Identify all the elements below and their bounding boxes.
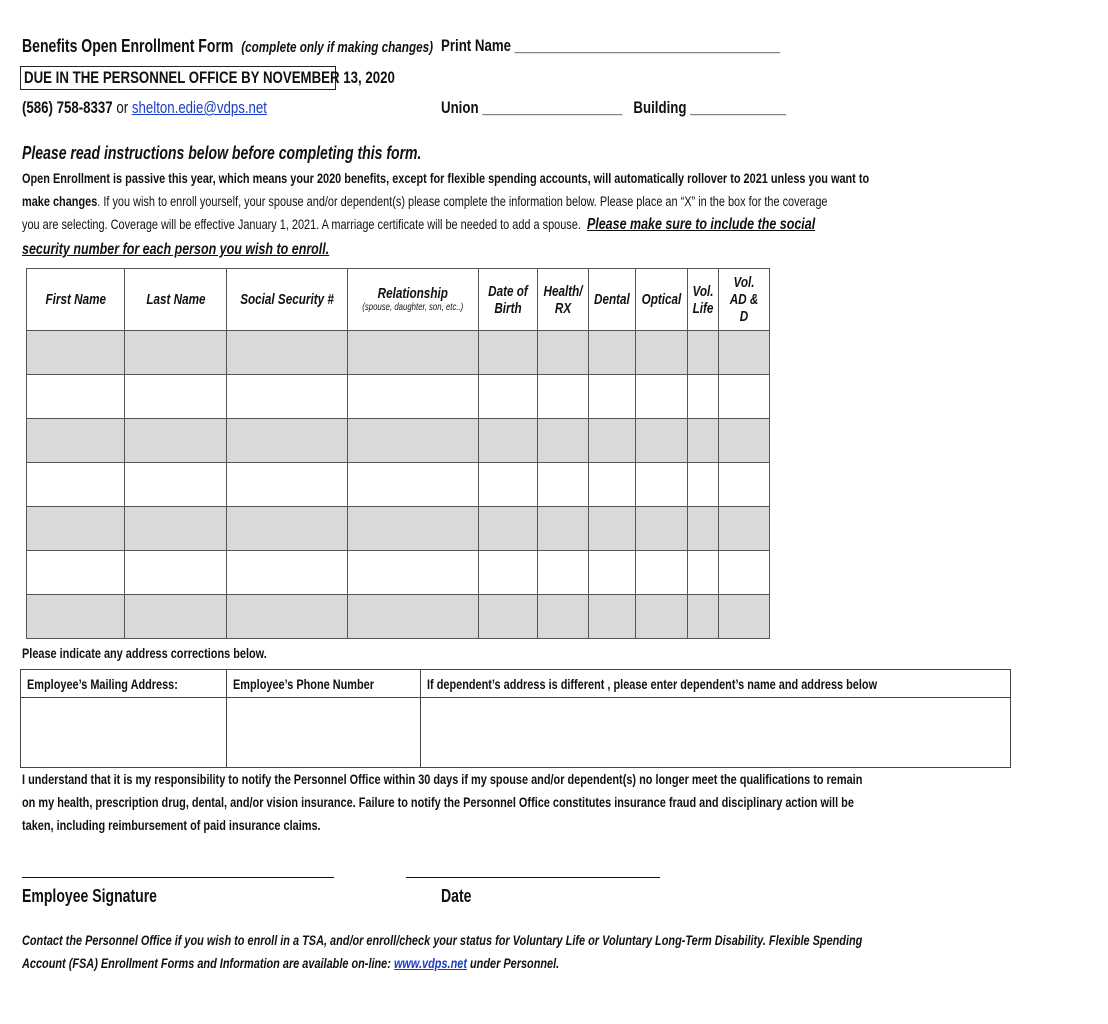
acknowledgement-line-1: I understand that it is my responsibility to notify the Personnel Office within 30 days if my spouse and/or dependent(s) no longer meet the qualifications to remain [22,771,863,787]
acknowledgement-line-2: on my health, prescription drug, dental, and/or vision insurance. Failure to notify the Personnel Office constitutes insurance fraud and disciplinary action will be [22,794,854,810]
instructions-line-2: make changes. If you wish to enroll yourself, your spouse and/or dependent(s) please complete the information below. Please place an “X” in the box for the coverage [22,193,828,209]
address-input-row [21,698,1011,768]
col-last-name: Last Name [125,269,226,331]
print-name-label: Print Name [441,36,512,55]
union-blank[interactable]: ___________________ [482,98,623,117]
print-name-blank[interactable]: ____________________________________ [514,36,781,55]
col-vol-add: Vol. AD & D [718,269,769,331]
footer-line-2: Account (FSA) Enrollment Forms and Information are available on-line: www.vdps.net under Personnel. [22,955,560,971]
union-building-line [441,98,883,118]
contact-email-link[interactable]: shelton.edie@vdps.net [131,98,267,117]
contact-phone: (586) 758-8337 [22,98,113,117]
footer-line-1: Contact the Personnel Office if you wish to enroll in a TSA, and/or enroll/check your status for Voluntary Life or Voluntary Long-Term Disability. Flexible Spending [22,932,863,948]
ssn-emphasis: Please make sure to include the social [586,216,816,233]
dependent-address-field[interactable] [421,698,1011,768]
form-title-note: (complete only if making changes) [241,39,434,56]
acknowledgement-line-3: taken, including reimbursement of paid insurance claims. [22,817,321,833]
phone-number-label: Employee’s Phone Number [227,670,421,698]
mailing-address-label: Employee’s Mailing Address: [21,670,227,698]
contact-line [22,98,336,118]
col-relationship: Relationship (spouse, daughter, son, etc..) [347,269,478,331]
contact-or: or [116,98,129,117]
col-health-rx: Health/ RX [538,269,589,331]
col-dental: Dental [589,269,636,331]
date-label: Date [441,886,472,906]
phone-number-field[interactable] [227,698,421,768]
enrollment-header-row [27,269,770,331]
table-row [27,375,770,419]
instructions-line-4: security number for each person you wish to enroll. [22,241,330,258]
table-row [27,595,770,639]
table-row [27,463,770,507]
address-header-row [21,670,1011,698]
table-row [27,507,770,551]
col-optical: Optical [636,269,688,331]
table-row [27,331,770,375]
col-first-name: First Name [27,269,125,331]
employee-signature-label: Employee Signature [22,886,157,906]
due-notice: DUE IN THE PERSONNEL OFFICE BY NOVEMBER 13, 2020 [24,68,395,87]
mailing-address-field[interactable] [21,698,227,768]
enrollment-table [26,268,770,639]
instructions-line-1: Open Enrollment is passive this year, which means your 2020 benefits, except for flexible spending accounts, will automatically rollover to 2021 unless you want to [22,170,870,186]
building-label: Building [633,98,687,117]
instructions-line-3: you are selecting. Coverage will be effective January 1, 2021. A marriage certificate will be needed to add a spouse. Please make sure to include the social [22,216,816,233]
union-label: Union [441,98,479,117]
building-blank[interactable]: _____________ [690,98,787,117]
enrollment-rows [27,331,770,639]
address-heading: Please indicate any address corrections below. [22,645,267,661]
address-table [20,669,1011,768]
dependent-address-label: If dependent’s address is different , please enter dependent’s name and address below [421,670,1011,698]
col-vol-life: Vol. Life [687,269,718,331]
col-dob: Date of Birth [478,269,537,331]
col-ssn: Social Security # [226,269,347,331]
instructions-heading: Please read instructions below before completing this form. [22,143,422,163]
date-signature-line[interactable] [406,877,660,878]
employee-signature-line[interactable] [22,877,334,878]
vdps-website-link[interactable]: www.vdps.net [393,955,467,971]
table-row [27,419,770,463]
print-name-field[interactable] [441,36,876,56]
form-title: Benefits Open Enrollment Form [22,36,234,56]
table-row [27,551,770,595]
